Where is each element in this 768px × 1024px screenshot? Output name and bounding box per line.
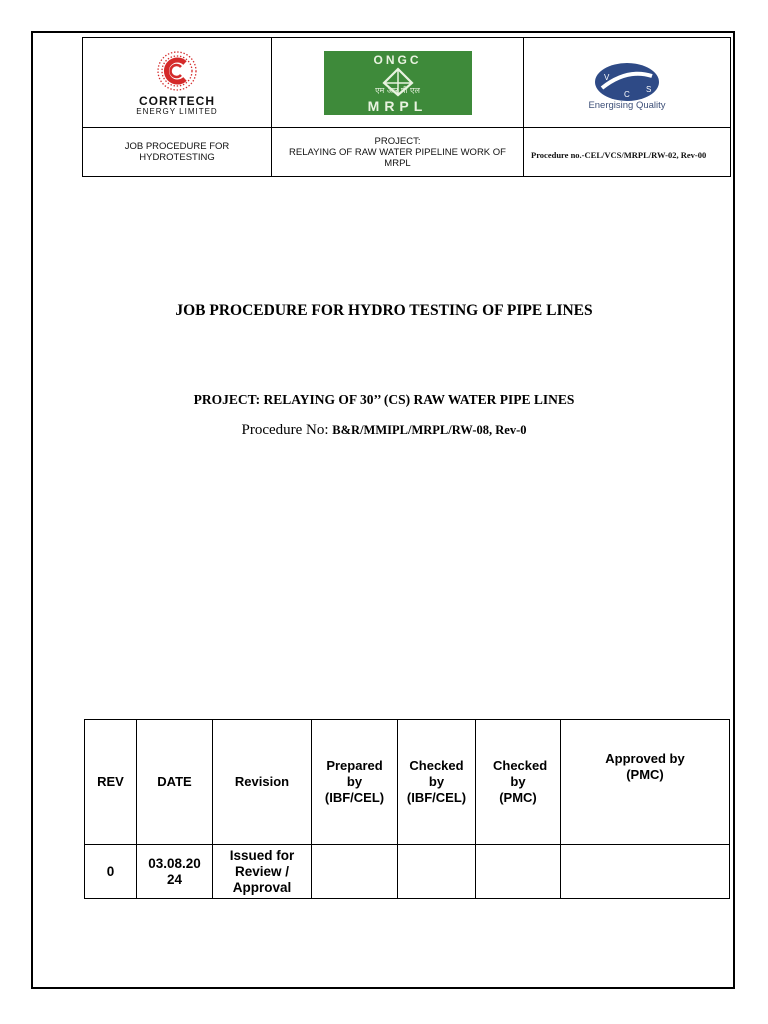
cell-rev: 0 <box>85 845 137 899</box>
job-procedure-text: JOB PROCEDURE FOR HYDROTESTING <box>124 141 230 163</box>
main-title: JOB PROCEDURE FOR HYDRO TESTING OF PIPE LINES <box>175 302 593 319</box>
vcs-letter-c: C <box>624 90 630 99</box>
project-value: RELAYING OF RAW WATER PIPELINE WORK OF MRPL <box>289 146 506 169</box>
vcs-letter-s: S <box>646 85 652 94</box>
procedure-value: B&R/MMIPL/MRPL/RW-08, Rev-0 <box>332 423 527 437</box>
vcs-emblem-icon <box>594 62 660 102</box>
header-rev: REV <box>85 720 137 845</box>
header-prepared <box>312 720 398 845</box>
header-checked-cel <box>398 720 476 845</box>
revision-table <box>84 719 730 899</box>
project-cell <box>272 128 524 177</box>
header-revision: Revision <box>213 720 312 845</box>
corrtech-subtitle: ENERGY LIMITED <box>136 107 218 116</box>
vcs-logo <box>524 62 730 111</box>
ongc-hindi-text: एम आर पी एल <box>375 85 420 95</box>
revision-header-row <box>85 720 730 845</box>
cell-revision <box>213 845 312 899</box>
ongc-mrpl-logo <box>324 51 472 115</box>
ongc-text: ONGC <box>373 52 422 67</box>
procedure-line <box>0 422 768 439</box>
cell-checked-pmc <box>476 845 561 899</box>
vcs-logo-cell <box>524 38 731 128</box>
ongc-logo-cell <box>272 38 524 128</box>
cell-prepared <box>312 845 398 899</box>
header-date: DATE <box>137 720 213 845</box>
corrtech-logo-cell <box>83 38 272 128</box>
vcs-letter-v: V <box>604 73 610 82</box>
corrtech-emblem-icon <box>154 49 200 93</box>
header-table <box>82 37 731 177</box>
header-checked-pmc-text: Checked by (PMC) <box>493 758 548 805</box>
header-prepared-text: Prepared by (IBF/CEL) <box>324 758 385 805</box>
cell-checked-cel <box>398 845 476 899</box>
procedure-number-cell <box>524 128 731 177</box>
table-row <box>85 845 730 899</box>
cell-date-text: 03.08.2024 <box>148 855 201 887</box>
job-procedure-cell <box>83 128 272 177</box>
cell-date <box>137 845 213 899</box>
project-title: PROJECT: RELAYING OF 30’’ (CS) RAW WATER PIPE LINES <box>193 392 575 407</box>
procedure-label: Procedure No: <box>241 422 333 438</box>
cell-revision-text: Issued for Review / Approval <box>229 847 295 895</box>
project-label: PROJECT: <box>374 135 421 147</box>
header-approved <box>561 720 730 845</box>
vcs-tagline: Energising Quality <box>588 100 666 111</box>
corrtech-logo <box>83 49 271 116</box>
procedure-number-text: Procedure no.-CEL/VCS/MRPL/RW-02, Rev-00 <box>531 150 707 160</box>
mrpl-text: MRPL <box>367 97 428 114</box>
header-approved-text: Approved by (PMC) <box>605 751 685 782</box>
header-checked-cel-text: Checked by (IBF/CEL) <box>406 758 467 805</box>
header-checked-pmc <box>476 720 561 845</box>
corrtech-name: CORRTECH <box>139 94 215 108</box>
cell-approved <box>561 845 730 899</box>
